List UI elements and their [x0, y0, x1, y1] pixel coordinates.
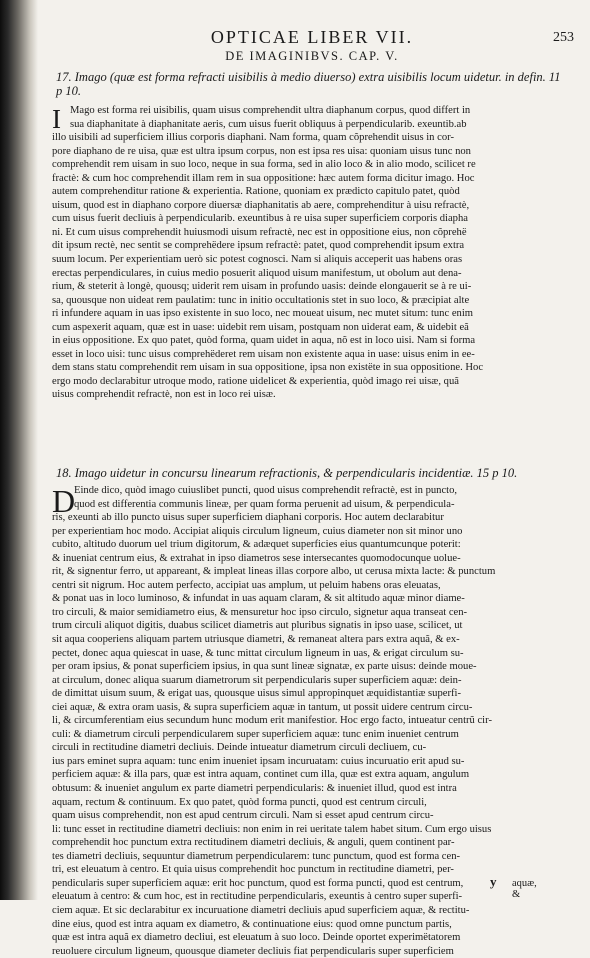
proposition-18-heading: 18. Imago uidetur in concursu linearum refractionis, & perpendicularis incidentiæ. 15 p 10.: [56, 466, 518, 480]
text-line: esset in loco uisi: tunc uisus comprehëderet rem uisam non existente aqua in uase: uisus enim in ee-: [52, 348, 475, 360]
text-line: ciei aquæ, & extra oram uasis, & supra superficiem aquæ in tantum, ut possit uidere centrum circu-: [52, 701, 473, 713]
text-line: pore diaphano de re uisa, quæ est ultra ipsum corpus, non est ipsa res uisa: quoniam uisus tunc non: [52, 145, 471, 157]
text-line: per oram ipsius, & ponat superficiem ipsius, in qua sunt lineæ signatæ, ex parte uisus: deinde moue-: [52, 661, 477, 673]
drop-cap-i: I: [52, 104, 61, 134]
text-line: de dimittat uisum suum, & erigat uas, quousque uisus simul appropinquet æquidistantiæ superfi-: [52, 688, 462, 700]
text-line: sit aqua cooperiens aliquam partem utriusque diametri, & remaneat altera pars extra aquã, & ex-: [52, 634, 460, 646]
proposition-18-text: [52, 484, 566, 958]
text-line: perficiem aquæ: & illa pars, quæ est intra aquam, continet cum illa, quæ est extra aquam, angulum: [52, 769, 470, 781]
text-line: comprehendit hoc punctum extra rectitudinem diametri decliuis, & anguli, quem continent par-: [52, 837, 455, 849]
text-line: uisum, quod est in diaphano corpore diuersæ diaphanitatis ab aere, comprehenditur à uisu refractè,: [52, 199, 470, 211]
text-line: at circulum, donec aliqua suarum diametrorum sit perpendicularis super superficiem aquæ: dein-: [52, 674, 462, 686]
text-line: reuoluere circulum ligneum, quousque diameter decliuis fiat perpendicularis super superficiem: [52, 945, 454, 957]
text-line: illo uisibili ad superficiem illius corporis diaphani. Nam forma, quam cõprehendit uisus in cor-: [52, 132, 454, 144]
text-line: ergo modo declarabitur utroque modo, ratione uidelicet & experientia, quòd imago rei uisæ, quã: [52, 375, 459, 387]
text-line: in eius oppositione. Ex quo patet, quòd forma, quam uidet in aqua, nõ est in loco uisi. Nam si forma: [52, 335, 476, 347]
text-line: uisus comprehendit refractè, non est in loco rei uisæ.: [52, 389, 276, 401]
text-line: dine eius, quod est intra aquam ex diametro, & continuatione eius: quod omne punctum partis,: [52, 918, 452, 930]
page-number: 253: [553, 30, 574, 45]
book-gutter-shadow: [0, 0, 38, 900]
text-line: rit, & signentur ferro, ut appareant, & impleat lineas illas corpore albo, ut cerusa mixta lacte: & punctum: [52, 566, 496, 578]
text-line: tes diametri decliuis, sequuntur diametrum perpendicularem: tunc punctum, quod est forma cen-: [52, 850, 461, 862]
text-line: centri sit nigrum. Hoc autem perfecto, accipiat uas amplum, ut peluim habens oras eleuatas,: [52, 579, 441, 591]
text-line: cum uisus fuerit decliuis à perpendicularib. exeuntibus à re uisa super superficiem corporis diapha: [52, 213, 468, 225]
text-line: ni. Et cum uisus comprehendit huiusmodi uisum refractè, nec est in oppositione eius, non cõprehë: [52, 226, 467, 238]
text-line: sua diaphanitate à diaphanitate aeris, cum uisus fuerit obliquus à perpendicularib. exeuntib.ab: [70, 118, 467, 130]
text-line: quod est differentia communis lineæ, per quam forma peruenit ad uisum, & perpendicula-: [74, 498, 455, 510]
text-line: li, & circumferentiam eius secundum hunc modum erit manifestior. Hoc ergo facto, intueatur centrũ cir-: [52, 715, 492, 727]
text-line: ius pars eminet supra aquam: tunc enim inueniet ipsam incuruatam: cuius incuruatio erit apud su-: [52, 755, 465, 767]
text-line: erectas perpendiculares, in cuius medio posuerit aliquod uisum manifestum, ut obolum aut dena-: [52, 267, 462, 279]
text-line: ris, exeunti ab illo puncto uisus super superficiem diaphani corporis. Hoc autem declarabitur: [52, 512, 444, 524]
text-line: rium, & steterit à longè, quousq; uiderit rem uisam in profundo uasis: deinde elongauerit se à re ui-: [52, 281, 472, 293]
text-line: dit ipsum rectè, nec sentit se comprehëdere ipsum refractè: patet, quod comprehendit ipsum extra: [52, 240, 465, 252]
text-line: quam uisus comprehendit, non est apud centrum circuli. Nam si esset apud centrum circu-: [52, 810, 434, 822]
text-line: pectet, donec aqua quiescat in uase, & tunc mittat circulum ligneum in uas, & erigat circulum su-: [52, 647, 464, 659]
text-line: suum locum. Per experientiam uerò sic potest cognosci. Nam si aliquis acceperit uas habens oras: [52, 254, 463, 266]
text-line: obtusum: & inueniet angulum ex parte diametri perpendicularis: & inueniet illud, quod est intra: [52, 783, 457, 795]
text-line: & inueniat centrum eius, & extrahat in ipso diametros sese intersecantes quomodocunque uolue-: [52, 552, 461, 564]
text-line: comprehendit rem uisam in suo loco, neque in sua forma, sed in alio loco & in alio modo, scilicet re: [52, 159, 476, 171]
text-line: ri infundere aquam in uas ipso existente in suo loco, nec moueat uisum, nec mutet situm: tunc enim: [52, 308, 474, 320]
chapter-heading: DE IMAGINIBVS. CAP. V.: [225, 49, 399, 63]
proposition-17-heading: 17. Imago (quæ est forma refracti uisibilis à medio diuerso) extra uisibilis locum uidetur. in defin. 11 p 10.: [56, 70, 561, 98]
text-line: quæ est intra aquã ex diametro decliui, est eleuatum à suo loco. Deinde oportet experimëtatorem: [52, 932, 461, 944]
text-line: autem comprehenditur ratione & experientia. Ratione, quoniam ex prædicto capitulo patet, quòd: [52, 186, 460, 198]
text-line: tro circuli, & maior semidiametro eius, & mensuretur hoc ipso circulo, signetur aqua transeat cen-: [52, 606, 468, 618]
text-line: cum aspexerit aquam, quæ est in uase: uidebit rem uisam, postquam non uiderat eam, & uidebit eã: [52, 321, 469, 333]
catchword-text: aquæ, &: [512, 878, 537, 900]
text-line: trum circuli aliquot digitis, duabus scilicet diametris aut pluribus signatis in ipso uase, scilicet, ut: [52, 620, 463, 632]
text-line: aquam, rectum & continuum. Ex quo patet, quòd forma puncti, quod est centrum circuli,: [52, 796, 427, 808]
text-line: pendicularis super superficiem aquæ: erit hoc punctum, quod est forma puncti, quod est centrum,: [52, 877, 464, 889]
signature-mark: y: [490, 874, 497, 889]
text-line: fractè: & cum hoc comprehendit illam rem in sua oppositione: hæc autem forma dicitur imago. Hoc: [52, 172, 475, 184]
text-line: & ponat uas in loco luminoso, & infundat in uas aquam claram, & sit altitudo aquæ minor diame-: [52, 593, 465, 605]
text-line: culi: & diametrum circuli perpendicularem super superficiem aquæ: tunc enim inueniet centrum: [52, 728, 459, 740]
text-line: ciem aquæ. Et sic declarabitur ex incuruatione diametri decliuis apud superficiem aquæ, & rectitu-: [52, 904, 470, 916]
proposition-17-text: [52, 104, 566, 402]
text-line: Einde dico, quòd imago cuiuslibet puncti, quod uisus comprehendit refractè, est in puncto,: [74, 485, 458, 496]
text-line: tri, est eleuatum à centro. Et quia uisus comprehendit hoc punctum in rectitudine diametri, per-: [52, 864, 454, 876]
running-head: [52, 27, 576, 67]
text-line: li: tunc esset in rectitudine diametri decliuis: non enim in rei ueritate talem habet situm. Cum ergo uisus: [52, 823, 492, 835]
text-line: eleuatum à centro: & cum hoc, est in rectitudine perpendicularis, exeuntis à centro super superfi-: [52, 891, 463, 903]
running-title: OPTICAE LIBER VII.: [210, 27, 414, 47]
book-page: [52, 0, 576, 957]
text-line: per experientiam hoc modo. Accipiat aliquis circulum ligneum, cuius diameter non sit minor uno: [52, 525, 463, 537]
text-line: Mago est forma rei uisibilis, quam uisus comprehendit ultra diaphanum corpus, quod differt in: [70, 105, 471, 116]
drop-cap-d: D: [52, 483, 76, 519]
text-line: sa, quousque non uideat rem paulatim: tunc in initio occultationis stet in suo loco, & præcipiat alte: [52, 294, 470, 306]
text-line: circuli in rectitudine diametri decliuis. Deinde intueatur diametrum circuli decliuem, cu-: [52, 742, 427, 754]
text-line: cubito, altitudo duorum uel trium digitorum, & adæquet superficies eius quantumcunque poterit:: [52, 539, 461, 551]
text-line: dem stans statu comprehendit rem uisam in sua oppositione, ipsa non existëte in sua oppositione. Hoc: [52, 362, 484, 374]
